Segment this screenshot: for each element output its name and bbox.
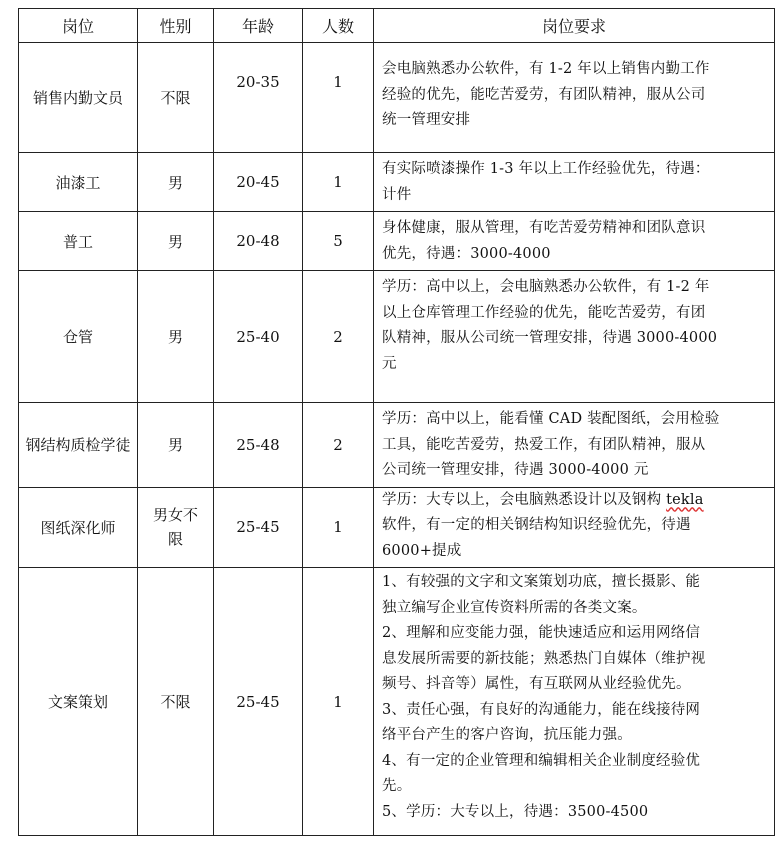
job-table-container [18,8,775,836]
requirements-line: 队精神，服从公司统一管理安排，待遇 3000-4000 [382,330,718,346]
count-cell: 2 [303,271,374,403]
requirements-cell [374,212,775,271]
gender-cell: 男 [138,403,214,488]
requirements-line [382,488,770,514]
count-cell: 1 [303,43,374,153]
gender-cell: 男 [138,271,214,403]
requirements-line: 软件，有一定的相关钢结构知识经验优先，待遇 [382,517,691,533]
age-cell: 20-48 [214,212,303,271]
requirements-line: 经验的优先，能吃苦爱劳，有团队精神，服从公司 [382,86,706,103]
table-row [19,403,775,488]
position-cell: 文案策划 [19,568,138,836]
requirements-cell [374,403,775,488]
position-cell: 钢结构质检学徒 [19,403,138,488]
position-cell: 油漆工 [19,153,138,212]
age-cell: 20-45 [214,153,303,212]
requirements-line: 6000+提成 [382,542,462,559]
requirements-line: 元 [382,355,397,372]
gender-cell: 男 [138,212,214,271]
requirements-prefix: 学历：大专以上，会电脑熟悉设计以及钢构 [382,491,667,508]
gender-cell: 不限 [138,568,214,836]
age-cell: 20-35 [214,43,303,153]
requirements-line: 4、有一定的企业管理和编辑相关企业制度经验优 [382,752,701,769]
count-cell: 5 [303,212,374,271]
header-position: 岗位 [19,9,138,43]
requirements-line: 学历：高中以上，能看懂 CAD 装配图纸，会用检验 [382,411,720,427]
requirements-cell [374,43,775,153]
table-row [19,43,775,153]
requirements-line: 有实际喷漆操作 1-3 年以上工作经验优先，待遇： [382,161,710,177]
count-cell: 1 [303,153,374,212]
position-cell: 图纸深化师 [19,487,138,568]
gender-cell: 男 [138,153,214,212]
requirements-cell [374,271,775,403]
count-cell: 1 [303,568,374,836]
table-row [19,487,775,568]
requirements-line: 统一管理安排 [382,112,471,128]
header-age: 年龄 [214,9,303,43]
requirements-line: 工具，能吃苦爱劳，热爱工作，有团队精神，服从 [382,436,706,453]
table-row [19,153,775,212]
spellcheck-flagged-word: tekla [666,491,704,508]
header-count: 人数 [303,9,374,43]
age-cell: 25-45 [214,487,303,568]
position-cell: 普工 [19,212,138,271]
requirements-line: 计件 [382,186,412,203]
requirements-line: 频号、抖音等）属性，有互联网从业经验优先。 [382,676,691,692]
header-requirements: 岗位要求 [374,9,775,43]
requirements-line: 2、理解和应变能力强，能快速适应和运用网络信 [382,625,701,641]
requirements-line: 络平台产生的客户咨询，抗压能力强。 [382,727,632,743]
requirements-cell [374,568,775,836]
table-row [19,271,775,403]
table-row [19,212,775,271]
job-table [18,8,775,836]
requirements-line: 先。 [382,778,412,794]
requirements-line: 息发展所需要的新技能；熟悉热门自媒体（维护视 [382,650,706,667]
requirements-line: 会电脑熟悉办公软件，有 1-2 年以上销售内勤工作 [382,61,710,77]
requirements-line: 5、学历：大专以上，待遇：3500-4500 [382,803,649,820]
requirements-line: 学历：高中以上，会电脑熟悉办公软件，有 1-2 年 [382,279,710,295]
age-cell: 25-45 [214,568,303,836]
age-cell: 25-48 [214,403,303,488]
requirements-line: 独立编写企业宣传资料所需的各类文案。 [382,599,647,616]
position-cell: 仓管 [19,271,138,403]
position-cell: 销售内勤文员 [19,43,138,153]
requirements-line: 1、有较强的文字和文案策划功底，擅长摄影、能 [382,574,701,590]
requirements-cell [374,487,775,568]
requirements-cell [374,153,775,212]
gender-cell: 男女不限 [138,487,214,568]
table-header-row [19,9,775,43]
header-gender: 性别 [138,9,214,43]
requirements-line: 以上仓库管理工作经验的优先，能吃苦爱劳，有团 [382,304,706,321]
gender-cell: 不限 [138,43,214,153]
requirements-line: 公司统一管理安排，待遇 3000-4000 元 [382,462,649,478]
count-cell: 2 [303,403,374,488]
requirements-line: 身体健康，服从管理，有吃苦爱劳精神和团队意识 [382,220,706,236]
age-cell: 25-40 [214,271,303,403]
requirements-line: 3、责任心强，有良好的沟通能力，能在线接待网 [382,701,701,718]
table-row [19,568,775,836]
count-cell: 1 [303,487,374,568]
requirements-line: 优先，待遇：3000-4000 [382,245,551,262]
